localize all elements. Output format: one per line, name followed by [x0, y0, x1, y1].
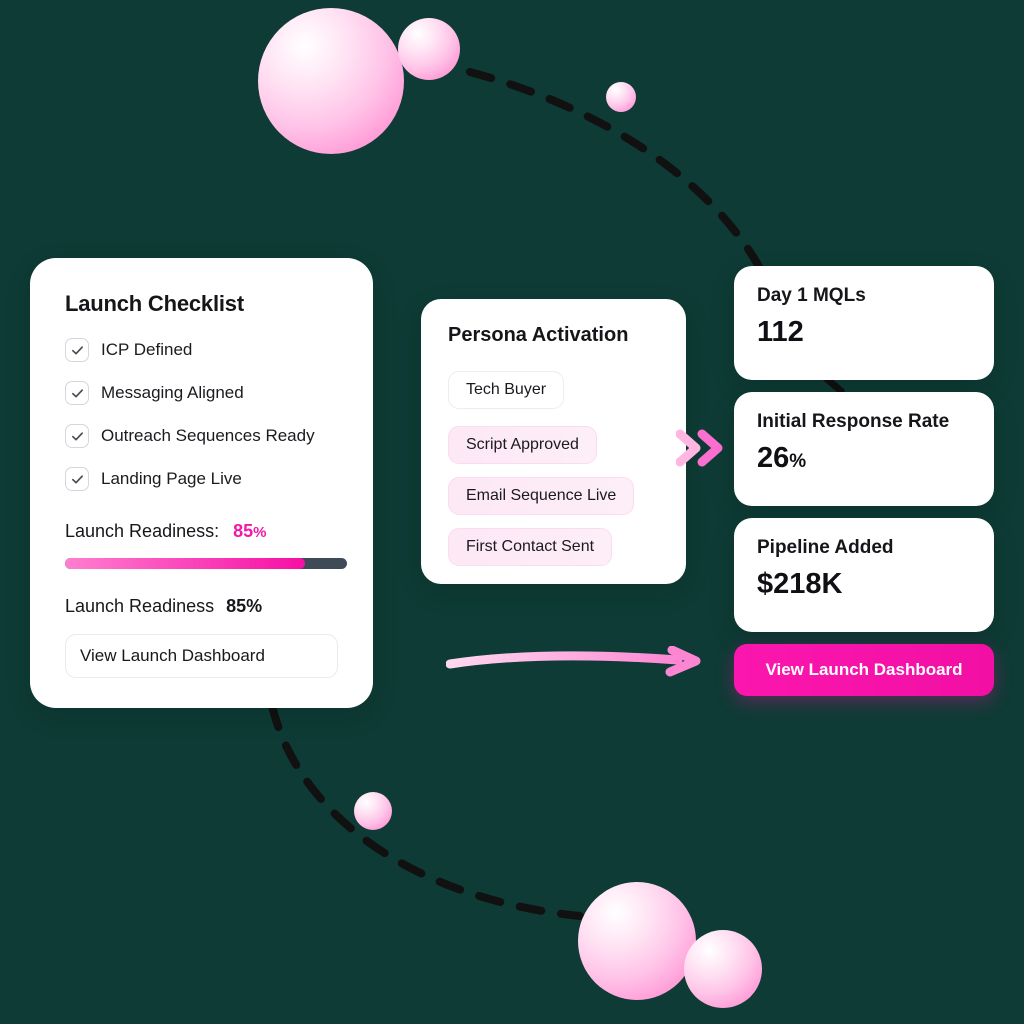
sphere-small-top — [398, 18, 460, 80]
readiness-row-secondary — [65, 596, 262, 617]
persona-pill-script-approved[interactable]: Script Approved — [448, 426, 597, 464]
metric-card-day1-mqls — [734, 266, 994, 380]
checklist-item-messaging[interactable] — [65, 381, 244, 405]
metric-card-initial-response-rate — [734, 392, 994, 506]
readiness-progress-bar — [65, 558, 347, 569]
launch-checklist-card — [30, 258, 373, 708]
sphere-large-bottom — [578, 882, 696, 1000]
metric-value — [757, 316, 804, 349]
metric-value — [757, 442, 806, 475]
readiness-label-secondary: Launch Readiness — [65, 596, 215, 616]
checklist-item-icp[interactable] — [65, 338, 192, 362]
checklist-item-label: ICP Defined — [101, 340, 193, 359]
metric-card-pipeline-added — [734, 518, 994, 632]
sphere-tiny-bottom — [354, 792, 392, 830]
chevron-right-icon — [676, 428, 728, 468]
view-launch-dashboard-primary-button[interactable]: View Launch Dashboard — [734, 644, 994, 696]
persona-pill-tech-buyer[interactable]: Tech Buyer — [448, 371, 564, 409]
readiness-value — [233, 521, 266, 542]
checklist-item-label: Outreach Sequences Ready — [101, 426, 315, 445]
readiness-unit: % — [253, 524, 267, 541]
check-icon — [65, 338, 89, 362]
metric-unit: % — [789, 451, 807, 472]
readiness-number: 85 — [233, 521, 254, 541]
readiness-progress-fill — [65, 558, 305, 569]
persona-pill-first-contact-sent[interactable]: First Contact Sent — [448, 528, 612, 566]
sphere-large-top — [258, 8, 404, 154]
checklist-item-label: Landing Page Live — [101, 469, 242, 488]
metric-number: 112 — [757, 316, 804, 348]
sphere-tiny-top — [606, 82, 636, 112]
check-icon — [65, 424, 89, 448]
metric-number: 26 — [757, 442, 790, 474]
view-launch-dashboard-secondary-button[interactable]: View Launch Dashboard — [65, 634, 338, 678]
persona-activation-card — [421, 299, 686, 584]
checklist-item-outreach[interactable] — [65, 424, 315, 448]
check-icon — [65, 467, 89, 491]
metric-label: Pipeline Added — [757, 537, 894, 558]
checklist-item-label: Messaging Aligned — [101, 383, 244, 402]
dashed-arc-bottom — [272, 706, 580, 916]
persona-pill-email-sequence-live[interactable]: Email Sequence Live — [448, 477, 634, 515]
metric-label: Initial Response Rate — [757, 411, 950, 432]
metric-number: $218K — [757, 568, 843, 600]
readiness-row — [65, 521, 266, 542]
arrow-right-icon — [446, 646, 708, 678]
persona-title: Persona Activation — [448, 324, 629, 346]
checklist-title: Launch Checklist — [65, 291, 244, 316]
sphere-medium-bottom — [684, 930, 762, 1008]
metric-value — [757, 568, 842, 601]
metric-label: Day 1 MQLs — [757, 285, 866, 306]
readiness-value-secondary: 85% — [226, 596, 263, 616]
checklist-item-landing-page[interactable] — [65, 467, 242, 491]
check-icon — [65, 381, 89, 405]
readiness-label: Launch Readiness: — [65, 521, 220, 541]
